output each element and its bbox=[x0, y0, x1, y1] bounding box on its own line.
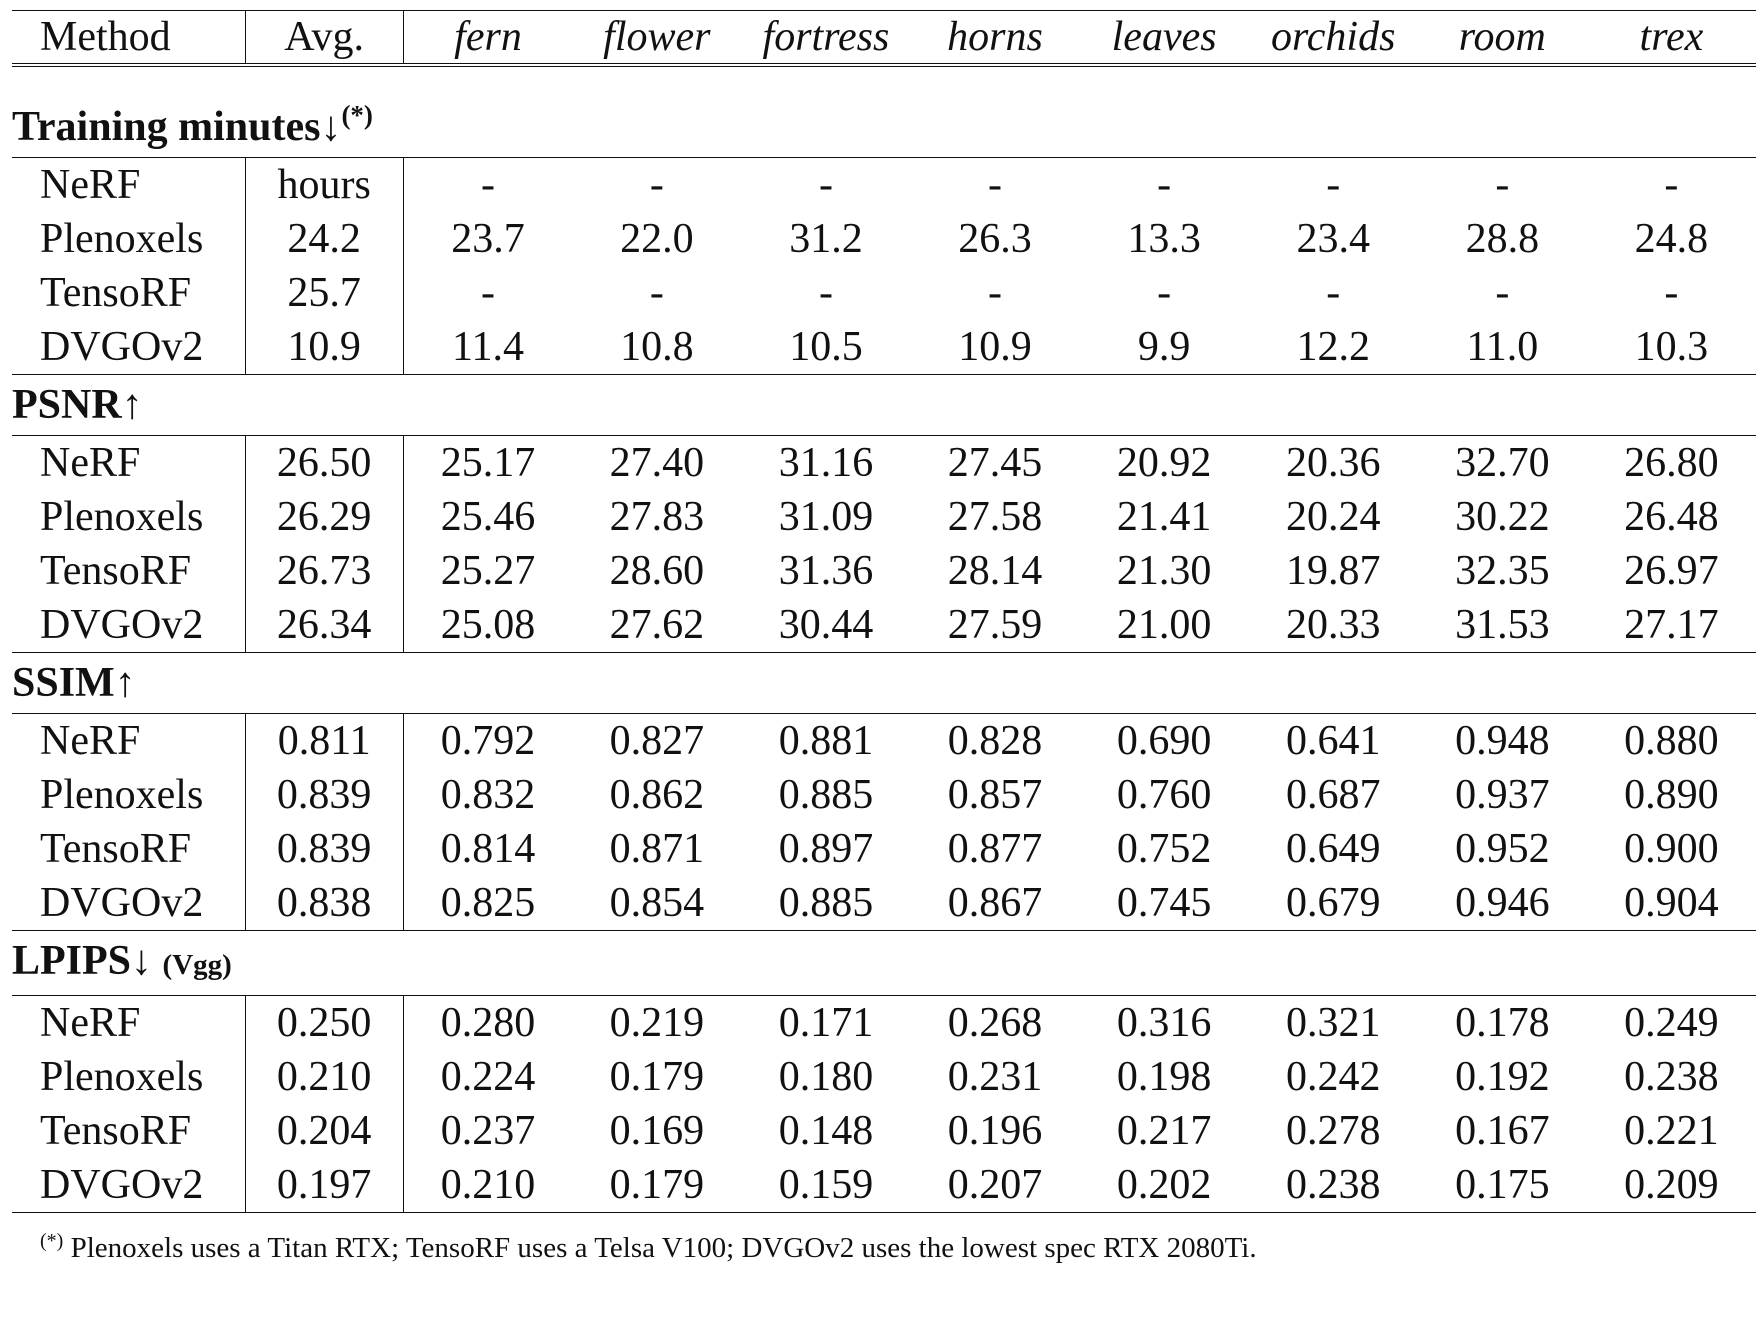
scene-value-flower: 0.862 bbox=[609, 772, 705, 818]
avg-value: 26.73 bbox=[245, 544, 403, 598]
section-direction-arrow: ↓ bbox=[131, 938, 153, 984]
method-name: Plenoxels bbox=[12, 1050, 245, 1104]
scene-value-fortress: 0.885 bbox=[778, 880, 874, 926]
scene-value-fortress: 0.171 bbox=[741, 996, 910, 1051]
avg-value: 0.250 bbox=[245, 996, 403, 1051]
scene-value-fern: 0.832 bbox=[440, 772, 536, 818]
scene-value-flower: - bbox=[649, 270, 664, 316]
table-row bbox=[12, 266, 1756, 320]
table-row bbox=[12, 436, 1756, 491]
method-name: Plenoxels bbox=[12, 490, 245, 544]
scene-value-fortress: 30.44 bbox=[778, 602, 874, 648]
avg-value: 0.210 bbox=[245, 1050, 403, 1104]
section-title: LPIPS bbox=[12, 938, 132, 984]
table-header-row bbox=[12, 11, 1756, 66]
scene-value-flower: 0.179 bbox=[609, 1054, 705, 1100]
scene-value-leaves: 0.752 bbox=[1116, 826, 1212, 872]
scene-value-flower: 0.871 bbox=[609, 826, 705, 872]
scene-value-horns: 28.14 bbox=[947, 548, 1043, 594]
results-table bbox=[12, 10, 1756, 1213]
scene-value-horns: 0.857 bbox=[947, 772, 1043, 818]
scene-value-horns: 26.3 bbox=[958, 216, 1032, 262]
header-scene-fern: fern bbox=[403, 11, 572, 66]
scene-value-fortress: 0.180 bbox=[778, 1054, 874, 1100]
scene-value-flower: 22.0 bbox=[620, 216, 694, 262]
scene-value-flower: 0.169 bbox=[609, 1108, 705, 1154]
scene-value-fortress: - bbox=[818, 270, 833, 316]
scene-value-room: 31.53 bbox=[1455, 602, 1550, 648]
method-name: NeRF bbox=[12, 996, 245, 1051]
method-name: Plenoxels bbox=[12, 212, 245, 266]
avg-value: 0.838 bbox=[245, 876, 403, 931]
scene-value-orchids: 19.87 bbox=[1285, 548, 1381, 594]
scene-value-fern: 25.08 bbox=[440, 602, 536, 648]
scene-value-flower: - bbox=[572, 158, 741, 213]
method-name: TensoRF bbox=[12, 822, 245, 876]
scene-value-orchids: 20.33 bbox=[1285, 602, 1381, 648]
avg-value: 0.204 bbox=[245, 1104, 403, 1158]
scene-value-flower: 0.854 bbox=[609, 880, 705, 926]
scene-value-fern: - bbox=[481, 270, 495, 316]
scene-value-horns: 0.268 bbox=[910, 996, 1079, 1051]
section-direction-arrow: ↑ bbox=[121, 382, 143, 428]
scene-value-fern: 0.825 bbox=[440, 880, 536, 926]
header-scene-horns: horns bbox=[910, 11, 1079, 66]
scene-value-horns: 27.45 bbox=[910, 436, 1079, 491]
scene-value-trex: 0.221 bbox=[1624, 1108, 1719, 1154]
scene-value-horns: 10.9 bbox=[958, 324, 1032, 370]
method-name: DVGOv2 bbox=[12, 320, 245, 375]
scene-value-trex: 0.209 bbox=[1587, 1158, 1756, 1213]
header-scene-orchids: orchids bbox=[1249, 11, 1418, 66]
avg-value: hours bbox=[245, 158, 403, 213]
scene-value-room: 0.167 bbox=[1455, 1108, 1550, 1154]
avg-value: 24.2 bbox=[245, 212, 403, 266]
scene-value-leaves: 0.217 bbox=[1116, 1108, 1212, 1154]
scene-value-fern: 0.814 bbox=[440, 826, 536, 872]
scene-value-fortress: 0.148 bbox=[778, 1108, 874, 1154]
scene-value-leaves: - bbox=[1080, 158, 1249, 213]
scene-value-leaves: - bbox=[1157, 270, 1172, 316]
scene-value-fortress: 0.885 bbox=[778, 772, 874, 818]
avg-value: 0.839 bbox=[245, 768, 403, 822]
avg-value: 0.839 bbox=[245, 822, 403, 876]
scene-value-room: 28.8 bbox=[1465, 216, 1540, 262]
results-table-container bbox=[12, 10, 1756, 1268]
scene-value-fern: 25.17 bbox=[403, 436, 572, 491]
scene-value-room: 0.948 bbox=[1418, 714, 1587, 769]
scene-value-fern: 0.792 bbox=[403, 714, 572, 769]
scene-value-room: 0.192 bbox=[1455, 1054, 1550, 1100]
method-name: TensoRF bbox=[12, 544, 245, 598]
scene-value-fern: 25.27 bbox=[440, 548, 536, 594]
avg-value: 0.811 bbox=[245, 714, 403, 769]
scene-value-horns: 0.867 bbox=[947, 880, 1043, 926]
method-name: DVGOv2 bbox=[12, 598, 245, 653]
header-scene-flower: flower bbox=[572, 11, 741, 66]
table-row bbox=[12, 1050, 1756, 1104]
scene-value-trex: 24.8 bbox=[1634, 216, 1709, 262]
scene-value-fern: 25.46 bbox=[440, 494, 536, 540]
scene-value-fortress: 10.5 bbox=[789, 324, 863, 370]
results-table-body bbox=[12, 11, 1756, 1213]
table-row bbox=[12, 714, 1756, 769]
scene-value-trex: 0.900 bbox=[1624, 826, 1719, 872]
header-double-rule bbox=[12, 65, 1756, 85]
section-direction-arrow: ↓ bbox=[320, 104, 342, 150]
table-row bbox=[12, 768, 1756, 822]
scene-value-flower: 27.62 bbox=[609, 602, 705, 648]
scene-value-leaves: 0.745 bbox=[1116, 880, 1212, 926]
avg-value: 10.9 bbox=[245, 320, 403, 375]
section-title: Training minutes bbox=[12, 104, 321, 150]
scene-value-horns: - bbox=[988, 270, 1003, 316]
scene-value-orchids: 23.4 bbox=[1296, 216, 1370, 262]
scene-value-trex: - bbox=[1587, 158, 1756, 213]
avg-value: 0.197 bbox=[245, 1158, 403, 1213]
scene-value-room: 0.178 bbox=[1418, 996, 1587, 1051]
scene-value-fortress: 0.881 bbox=[741, 714, 910, 769]
scene-value-trex: 0.238 bbox=[1624, 1054, 1719, 1100]
scene-value-fern: 0.224 bbox=[440, 1054, 536, 1100]
scene-value-flower: 27.83 bbox=[609, 494, 705, 540]
footnote-text: Plenoxels uses a Titan RTX; TensoRF uses a Telsa V100; DVGOv2 uses the lowest spec RTX 2080Ti. bbox=[70, 1232, 1257, 1264]
header-scene-room: room bbox=[1418, 11, 1587, 66]
scene-value-orchids: - bbox=[1326, 270, 1341, 316]
scene-value-fern: 11.4 bbox=[452, 324, 524, 370]
scene-value-leaves: 9.9 bbox=[1137, 324, 1191, 370]
scene-value-fern: 0.237 bbox=[440, 1108, 536, 1154]
scene-value-trex: - bbox=[1664, 270, 1679, 316]
table-row bbox=[12, 598, 1756, 653]
scene-value-leaves: 13.3 bbox=[1127, 216, 1201, 262]
scene-value-horns: 0.207 bbox=[910, 1158, 1079, 1213]
scene-value-trex: 26.80 bbox=[1587, 436, 1756, 491]
scene-value-orchids: 0.278 bbox=[1285, 1108, 1381, 1154]
scene-value-flower: 10.8 bbox=[620, 324, 694, 370]
scene-value-horns: 0.196 bbox=[947, 1108, 1043, 1154]
table-row bbox=[12, 996, 1756, 1051]
scene-value-trex: 0.890 bbox=[1624, 772, 1719, 818]
section-note: (Vgg) bbox=[162, 949, 232, 981]
scene-value-leaves: 20.92 bbox=[1080, 436, 1249, 491]
scene-value-trex: 26.97 bbox=[1624, 548, 1719, 594]
section-header-training-minutes bbox=[12, 85, 1756, 158]
section-direction-arrow: ↑ bbox=[114, 660, 136, 706]
scene-value-orchids: 0.649 bbox=[1285, 826, 1381, 872]
scene-value-orchids: 0.238 bbox=[1249, 1158, 1418, 1213]
table-row bbox=[12, 212, 1756, 266]
scene-value-orchids: 0.679 bbox=[1285, 880, 1381, 926]
avg-value: 25.7 bbox=[245, 266, 403, 320]
header-scene-fortress: fortress bbox=[741, 11, 910, 66]
scene-value-fern: - bbox=[403, 158, 572, 213]
avg-value: 26.34 bbox=[245, 598, 403, 653]
scene-value-horns: 27.58 bbox=[947, 494, 1043, 540]
avg-value: 26.50 bbox=[245, 436, 403, 491]
scene-value-horns: - bbox=[910, 158, 1079, 213]
table-row bbox=[12, 490, 1756, 544]
method-name: DVGOv2 bbox=[12, 1158, 245, 1213]
scene-value-leaves: 0.198 bbox=[1116, 1054, 1212, 1100]
avg-value: 26.29 bbox=[245, 490, 403, 544]
scene-value-fortress: 31.16 bbox=[741, 436, 910, 491]
method-name: TensoRF bbox=[12, 1104, 245, 1158]
scene-value-leaves: 21.41 bbox=[1116, 494, 1212, 540]
method-name: DVGOv2 bbox=[12, 876, 245, 931]
method-name: NeRF bbox=[12, 714, 245, 769]
scene-value-orchids: 20.36 bbox=[1249, 436, 1418, 491]
scene-value-room: - bbox=[1418, 158, 1587, 213]
scene-value-leaves: 0.690 bbox=[1080, 714, 1249, 769]
method-name: TensoRF bbox=[12, 266, 245, 320]
scene-value-flower: 27.40 bbox=[572, 436, 741, 491]
scene-value-room: 0.175 bbox=[1418, 1158, 1587, 1213]
scene-value-room: 32.35 bbox=[1455, 548, 1550, 594]
scene-value-fortress: 31.36 bbox=[778, 548, 874, 594]
scene-value-leaves: 0.316 bbox=[1080, 996, 1249, 1051]
scene-value-flower: 0.827 bbox=[572, 714, 741, 769]
scene-value-trex: 0.880 bbox=[1587, 714, 1756, 769]
header-method: Method bbox=[12, 11, 245, 66]
scene-value-room: 30.22 bbox=[1455, 494, 1550, 540]
scene-value-flower: 0.219 bbox=[572, 996, 741, 1051]
header-scene-leaves: leaves bbox=[1080, 11, 1249, 66]
table-row bbox=[12, 876, 1756, 931]
method-name: Plenoxels bbox=[12, 768, 245, 822]
header-avg: Avg. bbox=[245, 11, 403, 66]
scene-value-room: 0.937 bbox=[1455, 772, 1550, 818]
scene-value-orchids: 0.321 bbox=[1249, 996, 1418, 1051]
table-row bbox=[12, 1104, 1756, 1158]
scene-value-fern: 23.7 bbox=[451, 216, 525, 262]
scene-value-trex: 0.904 bbox=[1624, 880, 1719, 926]
footnote-mark: (*) bbox=[40, 1230, 64, 1252]
scene-value-horns: 0.231 bbox=[947, 1054, 1043, 1100]
scene-value-fortress: 0.159 bbox=[741, 1158, 910, 1213]
scene-value-room: 0.946 bbox=[1455, 880, 1550, 926]
scene-value-horns: 0.828 bbox=[910, 714, 1079, 769]
section-title: SSIM bbox=[12, 660, 115, 706]
scene-value-room: 0.952 bbox=[1455, 826, 1550, 872]
scene-value-orchids: 12.2 bbox=[1296, 324, 1370, 370]
scene-value-horns: 27.59 bbox=[947, 602, 1043, 648]
table-row bbox=[12, 1158, 1756, 1213]
header-scene-trex: trex bbox=[1587, 11, 1756, 66]
scene-value-leaves: 0.202 bbox=[1080, 1158, 1249, 1213]
method-name: NeRF bbox=[12, 436, 245, 491]
scene-value-leaves: 21.30 bbox=[1116, 548, 1212, 594]
table-row bbox=[12, 822, 1756, 876]
scene-value-flower: 28.60 bbox=[609, 548, 705, 594]
scene-value-trex: 10.3 bbox=[1634, 324, 1709, 370]
section-title: PSNR bbox=[12, 382, 122, 428]
scene-value-room: 32.70 bbox=[1418, 436, 1587, 491]
scene-value-fern: 0.280 bbox=[403, 996, 572, 1051]
scene-value-horns: 0.877 bbox=[947, 826, 1043, 872]
table-row bbox=[12, 158, 1756, 213]
section-header-ssim bbox=[12, 653, 1756, 714]
method-name: NeRF bbox=[12, 158, 245, 213]
scene-value-room: 11.0 bbox=[1466, 324, 1539, 370]
scene-value-orchids: 20.24 bbox=[1285, 494, 1381, 540]
scene-value-leaves: 21.00 bbox=[1116, 602, 1212, 648]
scene-value-fortress: 31.2 bbox=[789, 216, 863, 262]
scene-value-fortress: - bbox=[741, 158, 910, 213]
scene-value-orchids: - bbox=[1249, 158, 1418, 213]
scene-value-orchids: 0.242 bbox=[1285, 1054, 1381, 1100]
scene-value-flower: 0.179 bbox=[572, 1158, 741, 1213]
scene-value-trex: 27.17 bbox=[1624, 602, 1719, 648]
section-header-lpips bbox=[12, 931, 1756, 996]
scene-value-fortress: 0.897 bbox=[778, 826, 874, 872]
scene-value-trex: 26.48 bbox=[1624, 494, 1719, 540]
scene-value-orchids: 0.687 bbox=[1285, 772, 1381, 818]
scene-value-fern: 0.210 bbox=[403, 1158, 572, 1213]
scene-value-trex: 0.249 bbox=[1587, 996, 1756, 1051]
scene-value-room: - bbox=[1495, 270, 1510, 316]
footnote bbox=[12, 1221, 1756, 1268]
scene-value-orchids: 0.641 bbox=[1249, 714, 1418, 769]
scene-value-leaves: 0.760 bbox=[1116, 772, 1212, 818]
section-footnote-mark: (*) bbox=[341, 100, 373, 130]
scene-value-fortress: 31.09 bbox=[778, 494, 874, 540]
table-row bbox=[12, 544, 1756, 598]
table-row bbox=[12, 320, 1756, 375]
section-header-psnr bbox=[12, 375, 1756, 436]
